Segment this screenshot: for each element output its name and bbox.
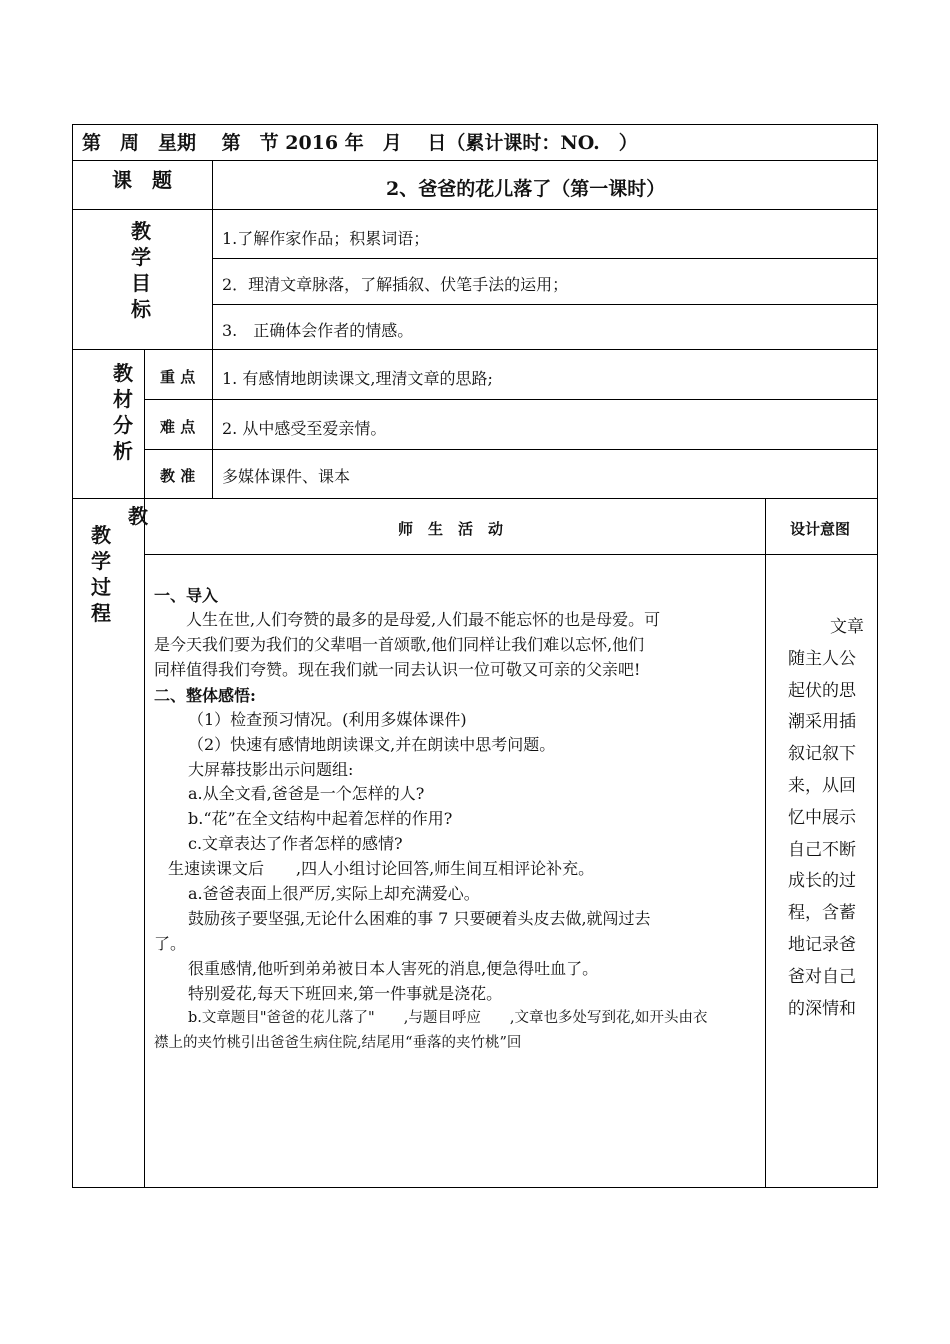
- analysis-key-prep: 教 准: [160, 467, 196, 485]
- border-analysis-bottom: [72, 498, 878, 499]
- activity-line: 大屏幕技影出示问题组:: [188, 760, 354, 779]
- analysis-key-focus: 重 点: [160, 368, 196, 386]
- border-top: [72, 124, 878, 125]
- activity-line: 生速读课文后 ,四人小组讨论回答,师生间互相评论补充。: [168, 859, 595, 878]
- answer-b: b.文章题目"爸爸的花儿落了" ,与题目呼应 ,文章也多处写到花,如开头由衣: [188, 1010, 708, 1026]
- lesson-title: 2、爸爸的花儿落了（第一课时）: [386, 178, 666, 200]
- border-intent-col: [765, 498, 766, 1188]
- goal-item-2: 2．理清文章脉落，了解插叙、伏笔手法的运用；: [222, 275, 569, 294]
- activity-column-header: 师 生 活 动: [398, 520, 504, 538]
- border-goals-bottom: [72, 349, 878, 350]
- answer-a: a.爸爸表面上很严厉,实际上却充满爱心。: [188, 884, 480, 903]
- goal-item-3: 3. 正确体会作者的情感。: [222, 321, 414, 340]
- activity-line: 襟上的夹竹桃引出爸爸生病住院,结尾用“垂落的夹竹桃”回: [154, 1035, 522, 1051]
- section-heading-overall: 二、整体感悟:: [154, 686, 256, 705]
- border-header-bottom: [72, 160, 878, 161]
- activity-line: （2）快速有感情地朗读课文,并在朗读中思考问题。: [188, 735, 556, 754]
- border-process-header: [144, 554, 878, 555]
- border-bottom: [72, 1187, 878, 1188]
- topic-label: 课 题: [112, 168, 172, 192]
- activity-line: 特别爱花,每天下班回来,第一件事就是浇花。: [188, 984, 503, 1003]
- analysis-label: 教 材 分 析: [113, 361, 133, 463]
- border-goal-1: [212, 258, 878, 259]
- question-c: c.文章表达了作者怎样的感情?: [188, 834, 403, 853]
- border-sublabel-right: [212, 349, 213, 499]
- design-intent-text: 文章 随主人公 起伏的思 潮采用插 叙记叙下 来，从回 忆中展示 自己不断 成长的过 程，含蓄 地记录爸 爸对自己 的深情和: [788, 617, 864, 1019]
- goals-label: 教 学 目 标: [131, 219, 151, 321]
- activity-line: 是今天我们要为我们的父辈唱一首颂歌,他们同样让我们难以忘怀,他们: [154, 635, 645, 654]
- border-analysis-1: [144, 399, 878, 400]
- border-label-col: [212, 160, 213, 350]
- activity-line: 同样值得我们夸赞。现在我们就一同去认识一位可敬又可亲的父亲吧!: [154, 660, 641, 679]
- process-label-top: 教: [128, 504, 148, 528]
- analysis-value-prep: 多媒体课件、课本: [222, 467, 351, 486]
- section-heading-intro: 一、导入: [154, 586, 219, 605]
- border-sublabel-left: [144, 349, 145, 1188]
- process-label: 教 学 过 程: [91, 523, 111, 625]
- analysis-value-focus: 1. 有感情地朗读课文,理清文章的思路;: [222, 369, 493, 388]
- border-left: [72, 124, 73, 1188]
- activity-line: 鼓励孩子要坚强,无论什么困难的事 7 只要硬着头皮去做,就闯过去: [188, 909, 651, 928]
- question-a: a.从全文看,爸爸是一个怎样的人?: [188, 784, 425, 803]
- intent-column-header: 设计意图: [790, 520, 851, 538]
- analysis-value-difficulty: 2. 从中感受至爱亲情。: [222, 419, 387, 438]
- analysis-key-difficulty: 难 点: [160, 418, 196, 436]
- activity-line: 很重感情,他听到弟弟被日本人害死的消息,便急得吐血了。: [188, 959, 599, 978]
- activity-line: 人生在世,人们夸赞的最多的是母爱,人们最不能忘怀的也是母爱。可: [186, 610, 661, 629]
- question-b: b.“花”在全文结构中起着怎样的作用?: [188, 809, 453, 828]
- border-right: [877, 124, 878, 1188]
- border-topic-bottom: [72, 209, 878, 210]
- border-goal-2: [212, 304, 878, 305]
- activity-line: （1）检查预习情况。(利用多媒体课件): [188, 710, 467, 729]
- activity-line: 了。: [154, 934, 187, 953]
- header-line: 第 周 星期 第 节 2016 年 月 日（累计课时：NO. ）: [82, 132, 638, 154]
- goal-item-1: 1.了解作家作品；积累词语；: [222, 229, 430, 248]
- border-analysis-2: [144, 449, 878, 450]
